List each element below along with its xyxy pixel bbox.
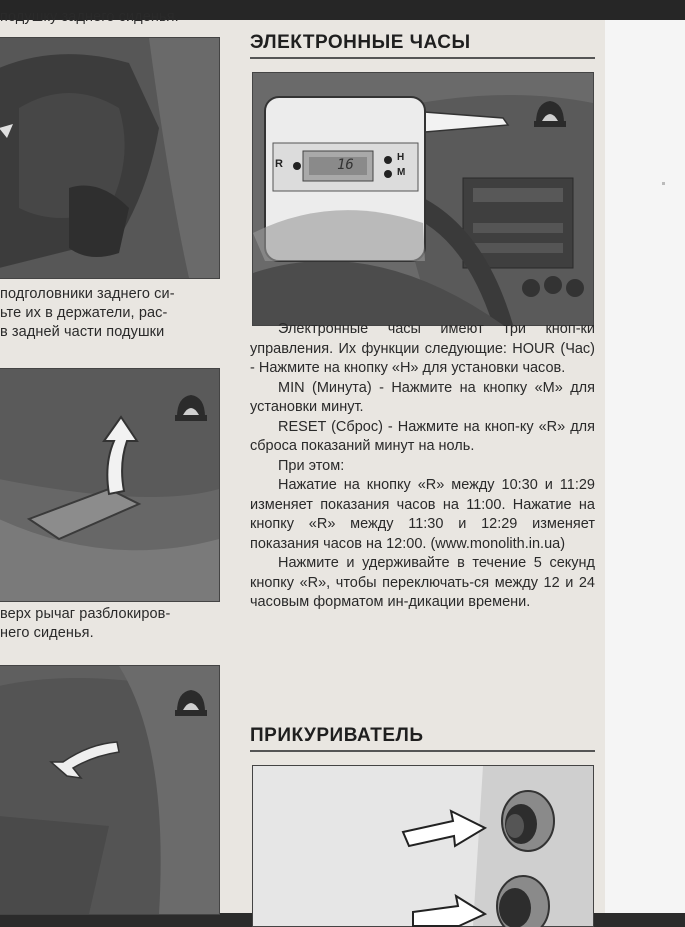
paragraph: Электронные часы имеют три кноп-ки управления. Их функции следующие: HOUR (Час) - Нажмите на кнопку «H» для установки часов.	[250, 321, 595, 376]
document-page	[0, 9, 605, 913]
clock-h-label: H	[397, 152, 405, 163]
left-paragraph-line: ьте их в держатели, рас-	[0, 305, 168, 321]
clock-digits: 16	[337, 157, 354, 173]
left-paragraph-line: подголовники заднего си-	[0, 286, 175, 302]
viewer-scrollbar[interactable]	[605, 20, 685, 913]
photo-release-lever	[0, 368, 220, 602]
paragraph: Нажатие на кнопку «R» между 10:30 и 11:29 изменяет показания часов на 11:00. Нажатие на кнопку «R» между 11:30 и 12:29 изменяет показания часов на 12:00. (www.monolith.in.ua)	[250, 477, 595, 552]
title-underline	[250, 57, 595, 59]
photo-seat-cushion	[0, 665, 220, 915]
photo-cigarette-lighter	[252, 765, 594, 927]
clock-m-label: M	[397, 167, 406, 178]
photo-dashboard-clock	[252, 72, 594, 326]
section-title-lighter: ПРИКУРИВАТЕЛЬ	[250, 725, 424, 746]
top-caption: подушку заднего сиденья.	[0, 9, 179, 25]
clock-description	[250, 320, 595, 613]
left-paragraph-line: верх рычаг разблокиров-	[0, 606, 171, 622]
paragraph: При этом:	[278, 457, 345, 474]
title-underline	[250, 750, 595, 752]
scroll-thumb[interactable]	[662, 182, 665, 185]
photo-rear-seat-headrest	[0, 37, 220, 279]
paragraph: Нажмите и удерживайте в течение 5 секунд кнопку «R», чтобы переключать-ся между 12 и 24 часовым форматом ин-дикации времени.	[250, 555, 595, 610]
section-title-clock: ЭЛЕКТРОННЫЕ ЧАСЫ	[250, 32, 471, 53]
paragraph: RESET (Сброс) - Нажмите на кноп-ку «R» для сброса показаний минут на ноль.	[250, 418, 595, 454]
paragraph: MIN (Минута) - Нажмите на кнопку «M» для установки минут.	[250, 379, 595, 415]
left-paragraph-line: него сиденья.	[0, 625, 94, 641]
clock-r-label: R	[275, 158, 283, 170]
left-paragraph-line: в задней части подушки	[0, 324, 165, 340]
